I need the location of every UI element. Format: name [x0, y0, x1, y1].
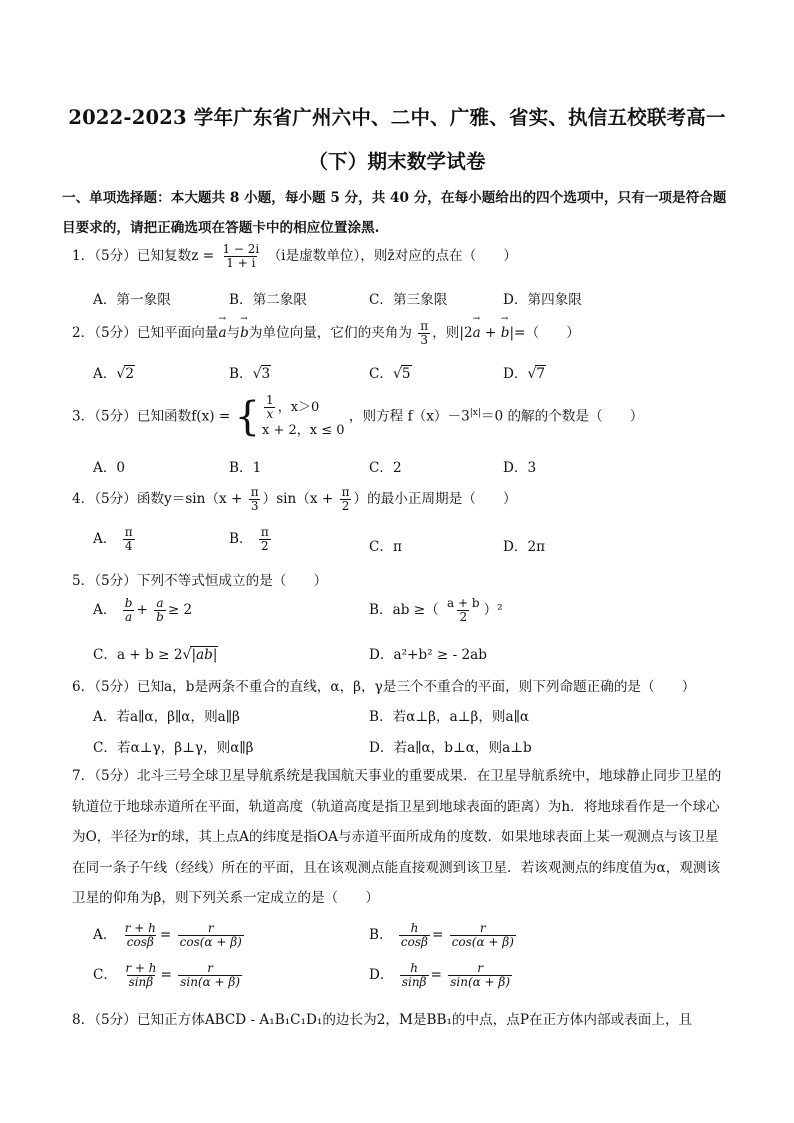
q2-prefix: 2．（5分）已知平面向量 [72, 325, 219, 341]
q2-mid2: 为单位向量，它们的夹角为 [248, 325, 412, 341]
q7-a-r-den: cos(α + β) [179, 935, 242, 949]
q5-a-plus: + [136, 602, 148, 618]
section-heading: 一、单项选择题：本大题共 8 小题，每小题 5 分，共 40 分，在每小题给出的四个选项中，只有一项是符合题目要求的，请把正确选项在答题卡中的相应位置涂黑. [62, 190, 727, 236]
q2-suffix: |=（ ） [509, 325, 580, 341]
q2-angle-den: 3 [420, 333, 429, 347]
q7-c-left-frac [123, 962, 158, 989]
q5-a-f1-num: b [124, 596, 133, 610]
q7-b-l-den: cosβ [400, 935, 428, 949]
q5-a-f2-num: a [156, 596, 164, 610]
q6-option-a: A．若a∥α，β∥α，则a∥β [93, 709, 240, 725]
q1-frac-num: 1 − 2i [222, 242, 260, 256]
q4-option-b-label: B． [229, 531, 253, 547]
q5-option-b-frac [445, 597, 482, 624]
q6-option-b: B．若α⊥β，a⊥β，则a∥α [369, 709, 530, 725]
q3-option-a: A．0 [93, 460, 126, 476]
q4-option-a-num: π [124, 525, 133, 539]
q4-mid: ）sin（x + [262, 491, 334, 507]
q7-d-r-den: sin(α + β) [450, 975, 511, 989]
q1-option-a: A．第一象限 [93, 292, 171, 308]
q2-option-d-label: D． [503, 366, 528, 382]
q3-prefix: 3．（5分）已知函数f(x) = [72, 408, 231, 425]
sqrt-icon: √ [182, 647, 192, 663]
q4-option-d: D．2π [503, 539, 546, 555]
q3-case2: x + 2，x ≤ 0 [262, 423, 345, 438]
q3-case1 [262, 394, 345, 421]
q2-option-a [93, 362, 135, 382]
q3-case1-den: x [266, 407, 274, 421]
q5-option-c-label: C．a + b ≥ 2 [93, 647, 183, 663]
q2-option-b-radicand: 3 [261, 366, 271, 382]
q7-option-b [369, 922, 518, 949]
q1-option-b: B．第二象限 [229, 292, 307, 308]
q2-mid4: + [480, 325, 501, 341]
q4-option-b [229, 526, 273, 553]
q6-option-c: C．若α⊥γ，β⊥γ，则α∥β [93, 740, 254, 756]
q5-option-c-radicand: |ab| [191, 647, 218, 663]
sqrt-icon: √ [116, 366, 126, 382]
q2-angle-fraction [418, 320, 430, 347]
question-2 [72, 320, 732, 347]
q7-option-b-label: B． [369, 927, 393, 943]
q2-option-a-label: A． [93, 366, 117, 382]
q7-a-l-num: r + h [124, 921, 156, 935]
q4-frac1-num: π [250, 485, 259, 499]
sqrt-icon: √ [527, 366, 537, 382]
q7-option-a-label: A． [93, 927, 117, 943]
q2-option-d-radicand: 7 [536, 366, 546, 382]
q4-prefix: 4．（5分）函数y＝sin（x + [72, 491, 243, 507]
q2-option-d [503, 362, 546, 382]
q7-c-r-num: r [207, 961, 213, 975]
q4-option-a [93, 526, 137, 553]
q7-a-left-frac [123, 922, 158, 949]
question-5: 5．（5分）下列不等式恒成立的是（ ） [72, 573, 328, 589]
q7-a-equals: = [159, 927, 172, 943]
q6-option-d: D．若a∥α，b⊥α，则a⊥b [369, 740, 532, 756]
q4-option-a-frac [123, 526, 135, 553]
q5-b-tail: ）² [483, 602, 503, 618]
exam-title-line2: （下）期末数学试卷 [308, 150, 486, 173]
question-3 [72, 394, 732, 440]
q2-mid1: 与 [226, 325, 241, 341]
q2-option-c [369, 362, 412, 382]
question-4 [72, 486, 732, 513]
q5-option-a-frac1 [123, 597, 135, 624]
q4-frac1 [249, 486, 261, 513]
q2-option-b [229, 362, 271, 382]
q5-option-a-label: A． [93, 602, 117, 618]
q7-c-r-den: sin(α + β) [180, 975, 241, 989]
q5-a-f2-den: b [156, 610, 164, 624]
q5-option-d: D．a²+b² ≥ - 2ab [369, 647, 487, 663]
q7-option-a [93, 922, 246, 949]
q3-case1-cond: ，x＞0 [277, 400, 320, 415]
q3-case1-frac [264, 394, 276, 421]
exam-title-line1: 2022-2023 学年广东省广州六中、二中、广雅、省实、执信五校联考高一 [68, 106, 726, 129]
q7-d-l-num: h [410, 961, 419, 975]
q7-d-equals: = [430, 967, 442, 983]
q7-option-c-label: C． [93, 967, 117, 983]
q4-frac2-num: π [341, 485, 350, 499]
q3-case1-num: 1 [266, 393, 274, 407]
q7-b-left-frac [399, 922, 430, 949]
q2-vector-b2: → b [501, 325, 510, 341]
q3-option-c: C．2 [369, 460, 402, 476]
q7-b-l-num: h [410, 921, 419, 935]
q4-option-c: C．π [369, 539, 402, 555]
sqrt-icon: √ [393, 366, 402, 382]
q3-option-b: B．1 [229, 460, 262, 476]
q3-cases [262, 394, 345, 440]
q3-option-d: D．3 [503, 460, 537, 476]
question-8: 8．（5分）已知正方体ABCD - A₁B₁C₁D₁的边长为2，M是BB₁的中点，点P在正方体内部或表面上，且 [72, 1012, 693, 1028]
left-brace-icon: { [234, 394, 261, 440]
question-1 [72, 243, 732, 270]
q4-frac2 [340, 486, 352, 513]
q2-angle-num: π [420, 319, 429, 333]
q7-option-c [93, 962, 244, 989]
q1-fraction [220, 243, 261, 270]
q2-vector-a2: → a [473, 325, 481, 341]
q7-option-d-label: D． [369, 967, 394, 983]
q5-b-den: 2 [459, 610, 468, 624]
q4-option-a-label: A． [93, 531, 117, 547]
q4-frac2-den: 2 [341, 499, 350, 513]
q3-suffix2: ＝0 的解的个数是（ ） [480, 408, 644, 425]
q7-c-l-num: r + h [125, 961, 157, 975]
q7-d-left-frac [400, 962, 429, 989]
q1-suffix: （i是虚数单位），则z̄对应的点在（ ） [267, 248, 517, 264]
q5-a-f1-den: a [125, 610, 133, 624]
q2-mid3: ，则|2 [432, 325, 473, 341]
q7-c-right-frac [178, 962, 242, 989]
q1-option-c: C．第三象限 [369, 292, 448, 308]
q4-option-a-den: 4 [124, 539, 133, 553]
q2-option-c-radicand: 5 [401, 366, 411, 382]
q1-prefix: 1．（5分）已知复数z = [72, 248, 215, 264]
q7-d-right-frac [448, 962, 512, 989]
q7-a-right-frac [178, 922, 244, 949]
question-6: 6．（5分）已知a，b是两条不重合的直线，α，β，γ是三个不重合的平面，则下列命题正确的是（ ） [72, 679, 696, 695]
q1-frac-den: 1 + i [226, 256, 256, 270]
q7-a-r-num: r [207, 921, 214, 935]
q1-option-d: D．第四象限 [503, 292, 582, 308]
q3-suffix: ，则方程 f（x）－3 [348, 408, 470, 425]
q5-option-a [93, 597, 192, 624]
q4-option-b-den: 2 [261, 539, 269, 553]
q7-b-equals: = [431, 927, 444, 943]
q3-suffix-exponent: |x| [469, 407, 481, 418]
q7-d-r-num: r [477, 961, 483, 975]
q4-frac1-den: 3 [250, 499, 259, 513]
q2-vector-a: → a [218, 325, 226, 341]
q7-c-equals: = [160, 967, 172, 983]
q2-option-a-radicand: 2 [125, 366, 134, 382]
q2-option-c-label: C． [369, 366, 393, 382]
q4-option-b-num: π [260, 525, 269, 539]
q5-option-b-label: B．ab ≥（ [369, 602, 439, 618]
q2-option-b-label: B． [229, 366, 253, 382]
q5-option-a-frac2 [154, 597, 166, 624]
q7-b-r-num: r [479, 921, 486, 935]
q7-c-l-den: sinβ [128, 975, 154, 989]
question-7: 7．（5分）北斗三号全球卫星导航系统是我国航天事业的重要成果．在卫星导航系统中，地球静止同步卫星的轨道位于地球赤道所在平面，轨道高度（轨道高度是指卫星到地球表面的距离）为h．将地球看作是一个球心为O，半径为r的球，其上点A的纬度是指OA与赤道平面所成角的度数．如果地球表面上某一观测点与该卫星在同一条子午线（经线）所在的平面，且在该观测点能直接观测到该卫星．若该观测点的纬度值为α，观测该卫星的仰角为β，则下列关系一定成立的是（ ） [72, 768, 722, 906]
q5-option-c [93, 643, 218, 663]
q7-option-d [369, 962, 514, 989]
q5-a-tail: ≥ 2 [167, 602, 193, 618]
q4-suffix: ）的最小正周期是（ ） [353, 491, 517, 507]
q7-a-l-den: cosβ [126, 935, 154, 949]
q4-option-b-frac [259, 526, 271, 553]
q7-d-l-den: sinβ [401, 975, 427, 989]
q5-b-num: a + b [447, 596, 480, 610]
sqrt-icon: √ [252, 366, 262, 382]
q3-piecewise [235, 394, 345, 440]
q5-option-b [369, 597, 503, 624]
q7-b-right-frac [450, 922, 516, 949]
q2-vector-b: → b [240, 325, 249, 341]
q7-b-r-den: cos(α + β) [451, 935, 514, 949]
